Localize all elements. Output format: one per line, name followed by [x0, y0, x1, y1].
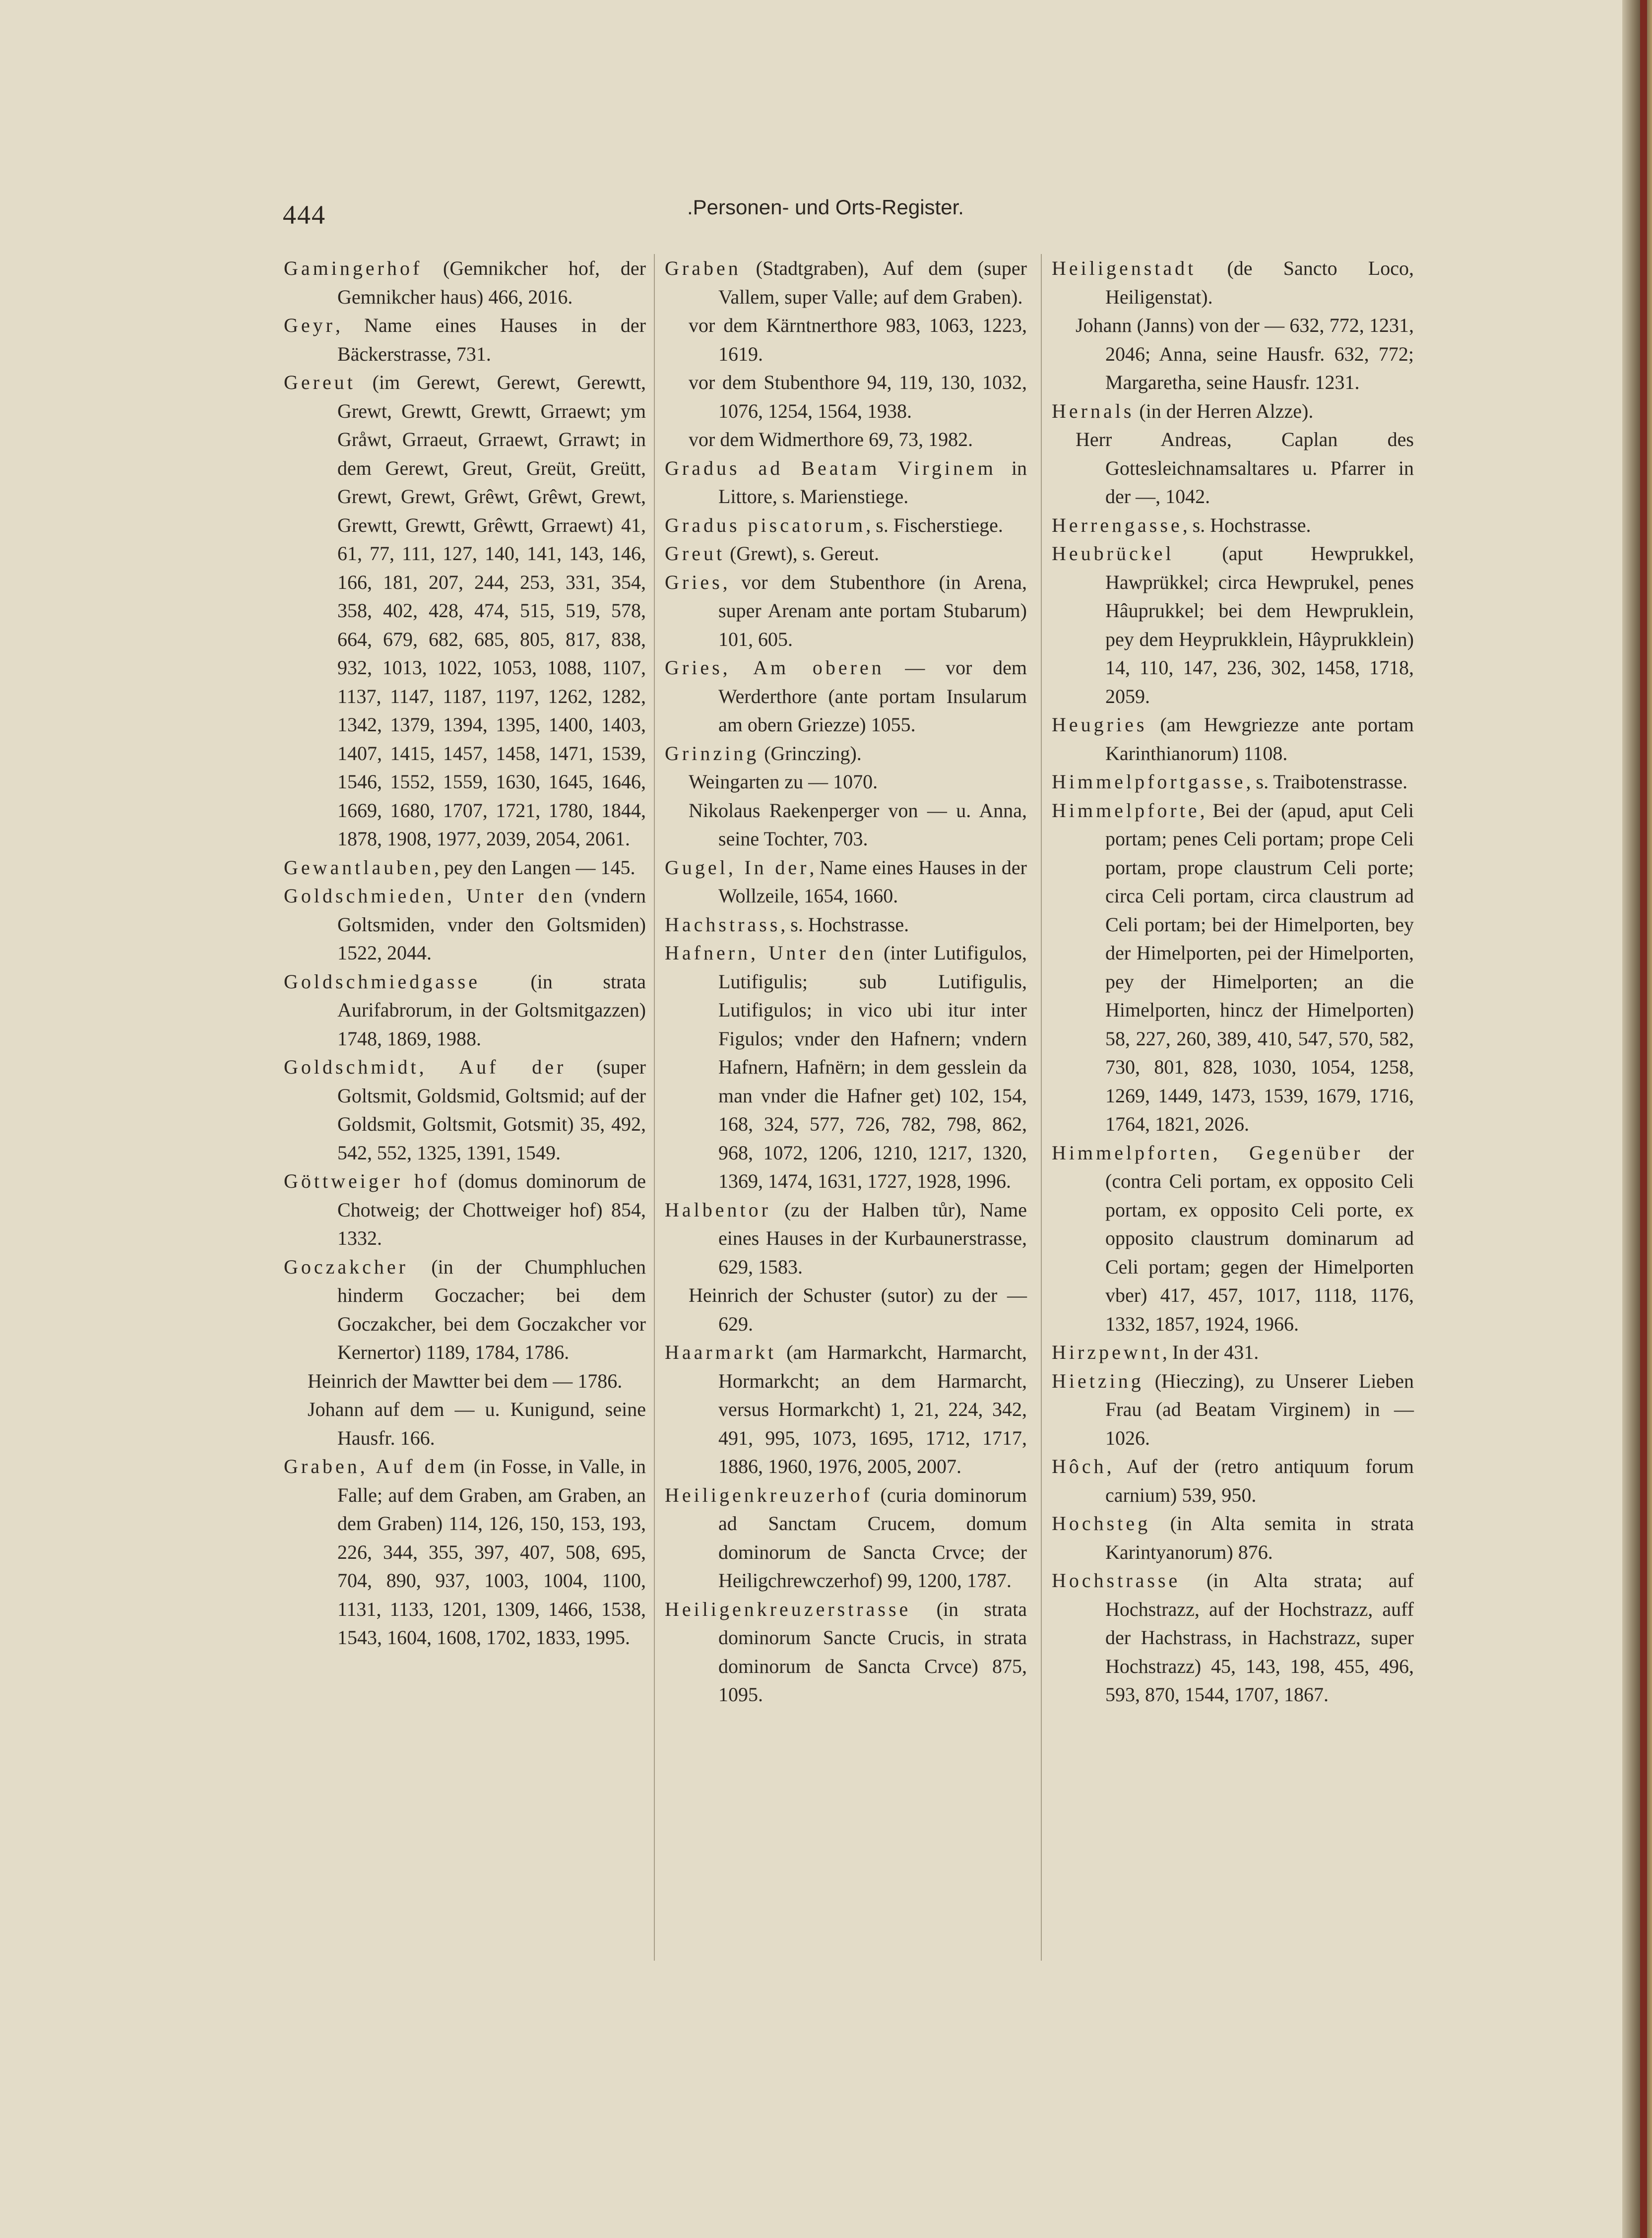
- entry-text: , Bei der (apud, aput Celi portam; penes Celi portam; prope Celi portam, prope claustrum Celi porte; circa Celi portam, circa claustrum ad Celi portam; bei der Himelporten, bey der Himelporten, pei der Himelporten, pey der Himelporten; an die Himelporten, hincz der Himelporten) 58, 227, 260, 389, 410, 547, 570, 582, 730, 801, 828, 1030, 1054, 1258, 1269, 1449, 1473, 1539, 1679, 1716, 1764, 1821, 2026.: [1105, 799, 1414, 1135]
- entry-text: (in Fosse, in Valle, in Falle; auf dem Graben, am Graben, an dem Graben) 114, 126, 150, 153, 193, 226, 344, 355, 397, 407, 508, 695, 704, 890, 937, 1003, 1004, 1100, 1131, 1133, 1201, 1309, 1466, 1538, 1543, 1604, 1608, 1702, 1833, 1995.: [337, 1455, 646, 1649]
- entry-lemma: Heiligenstadt: [1052, 257, 1197, 279]
- entry-text: (domus dominorum de Chotweig; der Chottweiger hof) 854, 1332.: [337, 1170, 646, 1249]
- index-entry: [284, 1452, 646, 1652]
- index-entry: [665, 539, 1027, 568]
- entry-lemma: Hietzing: [1052, 1369, 1144, 1392]
- index-entry: [284, 368, 646, 853]
- index-entry: [1052, 710, 1414, 767]
- entry-lemma: Himmelpforte: [1052, 799, 1200, 822]
- entry-text: (inter Lutifigulos, Lutifigulis; sub Lutifigulis, Lutifigulos; in vico ubi itur inter Figulos; vnder den Hafnern; vndern Hafnern, Hafnërn; in dem gesslein da man vnder die Hafner get) 102, 154, 168, 324, 577, 726, 782, 798, 862, 968, 1072, 1206, 1210, 1217, 1320, 1369, 1474, 1631, 1727, 1928, 1996.: [718, 942, 1027, 1192]
- entry-lemma: Himmelpfortgasse: [1052, 770, 1246, 793]
- index-entry: [665, 739, 1027, 768]
- entry-text: , In der 431.: [1162, 1341, 1259, 1363]
- index-entry: [1052, 1139, 1414, 1339]
- entry-text: (in strata Aurifabrorum, in der Goltsmitgazzen) 1748, 1869, 1988.: [337, 970, 646, 1050]
- index-entry: [665, 1338, 1027, 1481]
- entry-text: , vor dem Stubenthore (in Arena, super Arenam ante portam Stubarum) 101, 605.: [718, 571, 1027, 650]
- entry-text: , pey den Langen — 145.: [434, 856, 635, 879]
- entry-text: (am Harmarkcht, Harmarcht, Hormarkcht; an dem Harmarcht, versus Hormarkcht) 1, 21, 224, 342, 491, 995, 1073, 1695, 1712, 1717, 1886, 1960, 1976, 2005, 2007.: [718, 1341, 1027, 1477]
- index-entry: [1052, 511, 1414, 540]
- index-entry: [665, 653, 1027, 739]
- index-entry: [284, 1053, 646, 1167]
- entry-text: , s. Hochstrasse.: [780, 913, 909, 936]
- entry-lemma: Hachstrass: [665, 913, 781, 936]
- index-subentry: [665, 425, 1027, 454]
- entry-lemma: Hirzpewnt: [1052, 1341, 1162, 1363]
- entry-lemma: Hochstrasse: [1052, 1569, 1181, 1592]
- entry-lemma: Herrengasse: [1052, 513, 1183, 536]
- entry-lemma: Göttweiger hof: [284, 1170, 450, 1192]
- index-entry: [665, 511, 1027, 540]
- entry-lemma: Gamingerhof: [284, 257, 423, 279]
- index-entry: [665, 1481, 1027, 1595]
- entry-lemma: Hôch: [1052, 1455, 1107, 1477]
- index-entry: [665, 910, 1027, 939]
- entry-lemma: Gries: [665, 571, 723, 593]
- entry-lemma: Gereut: [284, 371, 356, 393]
- index-subentry: [665, 368, 1027, 425]
- entry-text: in Littore, s. Marienstiege.: [718, 456, 1027, 508]
- entry-lemma: Heiligenkreuzerstrasse: [665, 1598, 911, 1620]
- entry-text: (Stadtgraben), Auf dem (super Vallem, super Valle; auf dem Graben).: [718, 257, 1027, 308]
- entry-lemma: Graben, Auf dem: [284, 1455, 468, 1477]
- entry-text: , s. Fischerstiege.: [866, 513, 1003, 536]
- entry-text: Herr Andreas, Caplan des Gottesleichnamsaltares u. Pfarrer in der —, 1042.: [1076, 428, 1414, 508]
- entry-text: (zu der Halben tůr), Name eines Hauses in der Kurbaunerstrasse, 629, 1583.: [718, 1198, 1027, 1278]
- entry-text: Heinrich der Mawtter bei dem — 1786.: [308, 1369, 623, 1392]
- entry-lemma: Graben: [665, 257, 741, 279]
- entry-lemma: Goldschmidt, Auf der: [284, 1056, 567, 1078]
- entry-text: (in strata dominorum Sancte Crucis, in strata dominorum de Sancta Crvce) 875, 1095.: [718, 1598, 1027, 1706]
- entry-lemma: Gewantlauben: [284, 856, 435, 879]
- entry-lemma: Heubrückel: [1052, 542, 1174, 565]
- index-entry: [1052, 1452, 1414, 1509]
- index-subentry: [284, 1367, 646, 1396]
- entry-text: Johann auf dem — u. Kunigund, seine Hausfr. 166.: [308, 1398, 646, 1449]
- entry-text: (aput Hewprukkel, Hawprükkel; circa Hewprukel, penes Hâuprukkel; bei dem Hewpruklein, pey dem Heyprukklein, Hâyprukklein) 14, 110, 147, 236, 302, 1458, 1718, 2059.: [1105, 542, 1414, 707]
- index-column-1: [284, 254, 646, 1652]
- entry-text: vor dem Stubenthore 94, 119, 130, 1032, 1076, 1254, 1564, 1938.: [689, 371, 1027, 422]
- entry-lemma: Gugel, In der: [665, 856, 810, 879]
- entry-text: , Name eines Hauses in der Bäckerstrasse, 731.: [335, 314, 646, 365]
- entry-text: (im Gerewt, Gerewt, Gerewtt, Grewt, Grewtt, Grewtt, Grraewt; ym Gråwt, Grraeut, Grraewt, Grrawt; in dem Gerewt, Greut, Greüt, Greütt, Grewt, Grewt, Grêwt, Grêwt, Grewt, Grewtt, Grewtt, Grêwtt, Grraewt) 41, 61, 77, 111, 127, 140, 141, 143, 146, 166, 181, 207, 244, 253, 331, 354, 358, 402, 428, 474, 515, 519, 578, 664, 679, 682, 685, 805, 817, 838, 932, 1013, 1022, 1053, 1088, 1107, 1137, 1147, 1187, 1197, 1262, 1282, 1342, 1379, 1394, 1395, 1400, 1403, 1407, 1415, 1457, 1458, 1471, 1539, 1546, 1552, 1559, 1630, 1645, 1646, 1669, 1680, 1707, 1721, 1780, 1844, 1878, 1908, 1977, 2039, 2054, 2061.: [337, 371, 646, 850]
- index-subentry: [1052, 425, 1414, 511]
- entry-lemma: Haarmarkt: [665, 1341, 777, 1363]
- index-subentry: [665, 311, 1027, 368]
- entry-lemma: Hafnern, Unter den: [665, 942, 877, 964]
- page-number: 444: [283, 200, 326, 230]
- index-subentry: [665, 1281, 1027, 1338]
- index-entry: [665, 568, 1027, 654]
- index-entry: [1052, 1338, 1414, 1367]
- entry-text: der (contra Celi portam, ex opposito Celi portam, ex opposito Celi porte, ex opposito claustrum dominarum ad Celi portam; gegen der Himelporten vber) 417, 457, 1017, 1118, 1176, 1332, 1857, 1924, 1966.: [1105, 1141, 1414, 1335]
- entry-lemma: Gradus piscatorum: [665, 513, 866, 536]
- index-subentry: [1052, 311, 1414, 397]
- index-entry: [1052, 1566, 1414, 1709]
- index-entry: [665, 939, 1027, 1196]
- index-entry: [1052, 254, 1414, 311]
- entry-text: (Gemnikcher hof, der Gemnikcher haus) 466, 2016.: [337, 257, 646, 308]
- book-binding-edge: [1622, 0, 1652, 2238]
- index-entry: [665, 1196, 1027, 1281]
- entry-text: Weingarten zu — 1070.: [689, 770, 878, 793]
- index-entry: [1052, 539, 1414, 710]
- entry-text: Johann (Janns) von der — 632, 772, 1231, 2046; Anna, seine Hausfr. 632, 772; Margaretha, seine Hausfr. 1231.: [1076, 314, 1414, 393]
- entry-text: (Grinczing).: [759, 742, 862, 765]
- entry-text: (curia dominorum ad Sanctam Crucem, domum dominorum de Sancta Crvce; der Heiligchrewczerhof) 99, 1200, 1787.: [718, 1483, 1027, 1592]
- running-head: .Personen- und Orts-Register.: [687, 195, 964, 219]
- entry-text: , s. Traibotenstrasse.: [1246, 770, 1408, 793]
- index-subentry: [665, 767, 1027, 796]
- entry-text: vor dem Kärntnerthore 983, 1063, 1223, 1619.: [689, 314, 1027, 365]
- index-entry: [284, 311, 646, 368]
- entry-lemma: Gries, Am oberen: [665, 656, 885, 679]
- index-entry: [284, 882, 646, 967]
- column-rule: [1041, 254, 1042, 1961]
- index-entry: [284, 254, 646, 311]
- entry-lemma: Goldschmieden, Unter den: [284, 885, 576, 907]
- entry-lemma: Goldschmiedgasse: [284, 970, 480, 993]
- entry-text: (vndern Goltsmiden, vnder den Goltsmiden) 1522, 2044.: [337, 885, 646, 964]
- entry-lemma: Greut: [665, 542, 725, 565]
- entry-lemma: Himmelpforten, Gegenüber: [1052, 1141, 1363, 1164]
- index-entry: [1052, 397, 1414, 426]
- index-entry: [665, 1595, 1027, 1709]
- entry-text: — vor dem Werderthore (ante portam Insularum am obern Griezze) 1055.: [718, 656, 1027, 736]
- index-entry: [665, 853, 1027, 910]
- index-subentry: [665, 796, 1027, 853]
- entry-lemma: Heiligenkreuzerhof: [665, 1483, 873, 1506]
- entry-text: (Grewt), s. Gereut.: [725, 542, 880, 565]
- entry-text: (in Alta semita in strata Karintyanorum) 876.: [1105, 1512, 1414, 1563]
- index-entry: [1052, 767, 1414, 796]
- index-entry: [1052, 1509, 1414, 1566]
- entry-text: (in der Chumphluchen hinderm Goczacher; bei dem Goczakcher, bei dem Goczakcher vor Kernertor) 1189, 1784, 1786.: [337, 1255, 646, 1363]
- entry-text: , s. Hochstrasse.: [1182, 513, 1311, 536]
- entry-text: (in der Herren Alzze).: [1134, 399, 1314, 422]
- entry-lemma: Grinzing: [665, 742, 760, 765]
- entry-text: (super Goltsmit, Goldsmid, Goltsmid; auf der Goldsmit, Goltsmit, Gotsmit) 35, 492, 542, 552, 1325, 1391, 1549.: [337, 1056, 646, 1164]
- entry-lemma: Halbentor: [665, 1198, 771, 1221]
- entry-text: (in Alta strata; auf Hochstrazz, auf der Hochstrazz, auff der Hachstrass, in Hachstrazz, super Hochstrazz) 45, 143, 198, 455, 496, 593, 870, 1544, 1707, 1867.: [1105, 1569, 1414, 1706]
- index-column-3: [1052, 254, 1414, 1709]
- column-rule: [654, 254, 655, 1961]
- entry-lemma: Goczakcher: [284, 1255, 408, 1278]
- entry-text: (Hieczing), zu Unserer Lieben Frau (ad Beatam Virginem) in — 1026.: [1105, 1369, 1414, 1449]
- binding-ribbon: [1640, 0, 1647, 2238]
- entry-text: (de Sancto Loco, Heiligenstat).: [1105, 257, 1414, 308]
- entry-text: (am Hewgriezze ante portam Karinthianorum) 1108.: [1105, 713, 1414, 765]
- entry-lemma: Geyr: [284, 314, 335, 336]
- entry-text: , Auf der (retro antiquum forum carnium) 539, 950.: [1105, 1455, 1414, 1506]
- entry-text: Heinrich der Schuster (sutor) zu der — 629.: [689, 1284, 1027, 1335]
- entry-lemma: Hochsteg: [1052, 1512, 1151, 1535]
- index-entry: [284, 1253, 646, 1367]
- index-column-2: [665, 254, 1027, 1709]
- index-subentry: [284, 1395, 646, 1452]
- index-entry: [1052, 1367, 1414, 1453]
- entry-lemma: Hernals: [1052, 399, 1135, 422]
- entry-text: , Name eines Hauses in der Wollzeile, 1654, 1660.: [718, 856, 1027, 907]
- index-entry: [284, 853, 646, 882]
- index-entry: [665, 254, 1027, 311]
- index-entry: [1052, 796, 1414, 1139]
- index-entry: [665, 454, 1027, 511]
- index-entry: [284, 967, 646, 1053]
- index-entry: [284, 1167, 646, 1253]
- entry-lemma: Heugries: [1052, 713, 1147, 736]
- entry-text: Nikolaus Raekenperger von — u. Anna, seine Tochter, 703.: [689, 799, 1027, 850]
- entry-lemma: Gradus ad Beatam Virginem: [665, 456, 996, 479]
- entry-text: vor dem Widmerthore 69, 73, 1982.: [689, 428, 973, 450]
